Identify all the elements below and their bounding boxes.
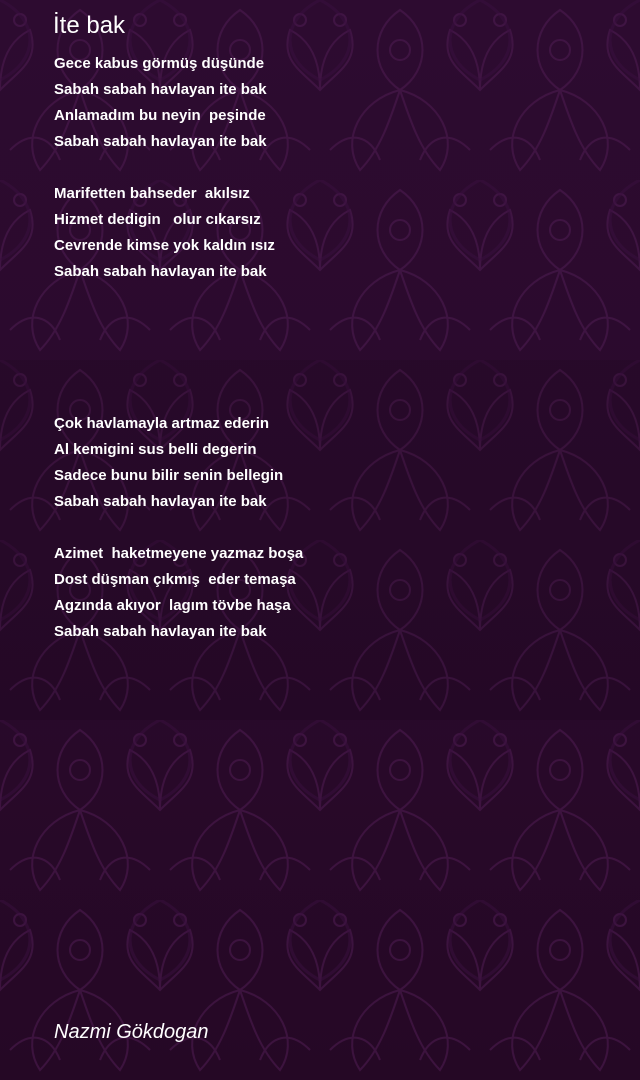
poem-line: Sabah sabah havlayan ite bak <box>54 623 267 640</box>
poem-line: Sabah sabah havlayan ite bak <box>54 263 267 280</box>
poem-stanza <box>54 541 303 645</box>
poem-line: Gece kabus görmüş düşünde <box>54 55 265 72</box>
poem-line: Marifetten bahseder akılsız <box>54 185 250 202</box>
poem-line: Sabah sabah havlayan ite bak <box>54 493 267 510</box>
poem-line: Agzında akıyor lagım tövbe haşa <box>54 597 291 614</box>
poem-author: Nazmi Gökdogan <box>54 1021 209 1043</box>
poem-line: Hizmet dedigin olur cıkarsız <box>54 211 261 228</box>
poem-stanza <box>54 411 283 515</box>
poem-line: Azimet haketmeyene yazmaz boşa <box>54 545 304 562</box>
poem-line: Sadece bunu bilir senin bellegin <box>54 467 284 484</box>
poem-line: Anlamadım bu neyin peşinde <box>54 107 266 124</box>
poem-line: Sabah sabah havlayan ite bak <box>54 81 267 98</box>
poem-stanza <box>54 51 267 155</box>
poem-line: Dost düşman çıkmış eder temaşa <box>54 571 296 588</box>
poem-stanza <box>54 181 275 285</box>
poem-line: Çok havlamayla artmaz ederin <box>54 415 270 432</box>
poem-title: İte bak <box>53 12 126 39</box>
poem-line: Cevrende kimse yok kaldın ısız <box>54 237 275 254</box>
poem-line: Sabah sabah havlayan ite bak <box>54 133 267 150</box>
poem-line: Al kemigini sus belli degerin <box>54 441 257 458</box>
